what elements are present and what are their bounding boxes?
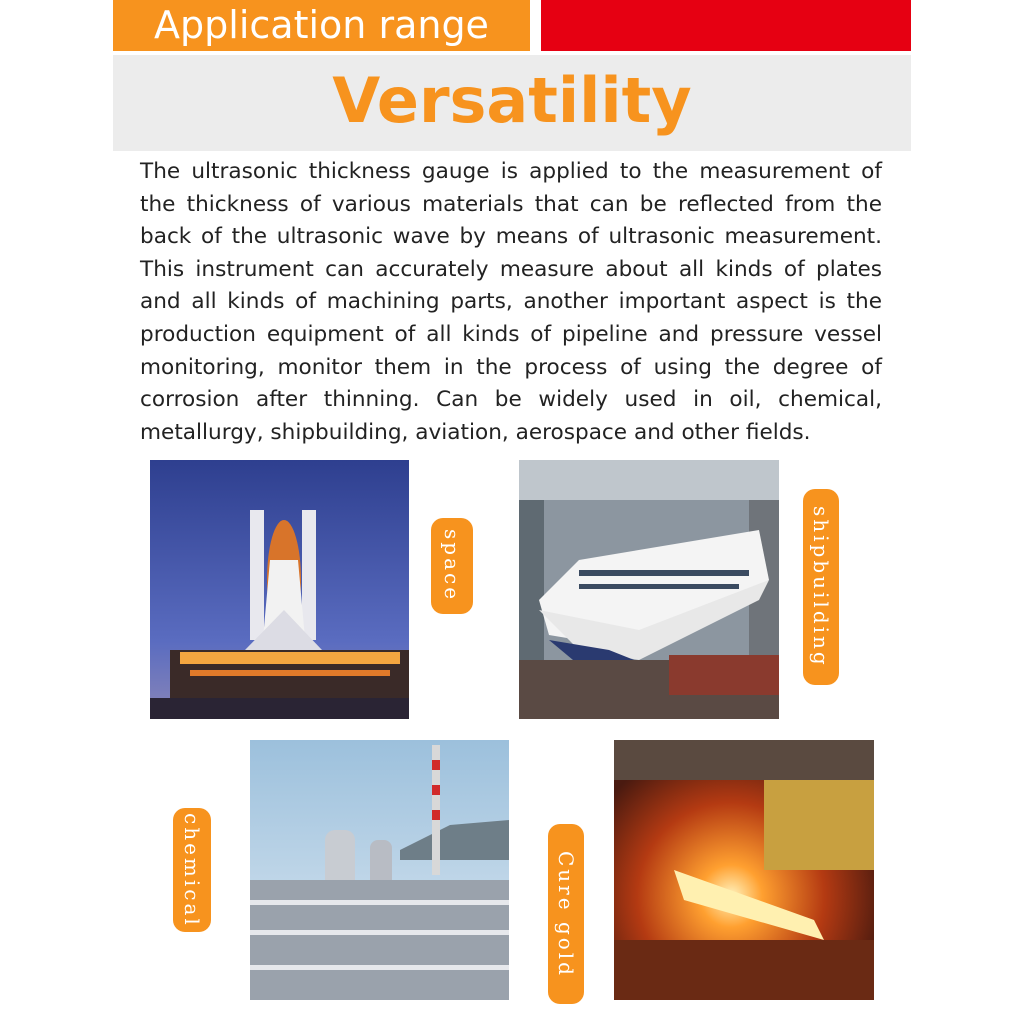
- section-label: Application range: [113, 0, 530, 51]
- metallurgy-label: Cure gold: [548, 824, 584, 1004]
- shipbuilding-label: shipbuilding: [803, 489, 839, 685]
- red-banner: [541, 0, 911, 51]
- page-title: Versatility: [332, 64, 692, 137]
- chemical-plant-photo: [250, 740, 509, 1000]
- metallurgy-photo: [614, 740, 874, 1000]
- chemical-label: chemical: [173, 808, 211, 932]
- description-text: The ultrasonic thickness gauge is applied to the measurement of the thickness of various materials that can be reflected from the back of the ultrasonic wave by means of ultrasonic measurement. This instrument can accurately measure about all kinds of plates and all kinds of machining parts, another important aspect is the production equipment of all kinds of pipeline and pressure vessel monitoring, monitor them in the process of using the degree of corrosion after thinning. Can be widely used in oil, chemical, metallurgy, shipbuilding, aviation, aerospace and other fields.: [140, 159, 882, 445]
- space-label: space: [431, 518, 473, 614]
- space-shuttle-photo: [150, 460, 409, 719]
- shipbuilding-photo: [519, 460, 779, 719]
